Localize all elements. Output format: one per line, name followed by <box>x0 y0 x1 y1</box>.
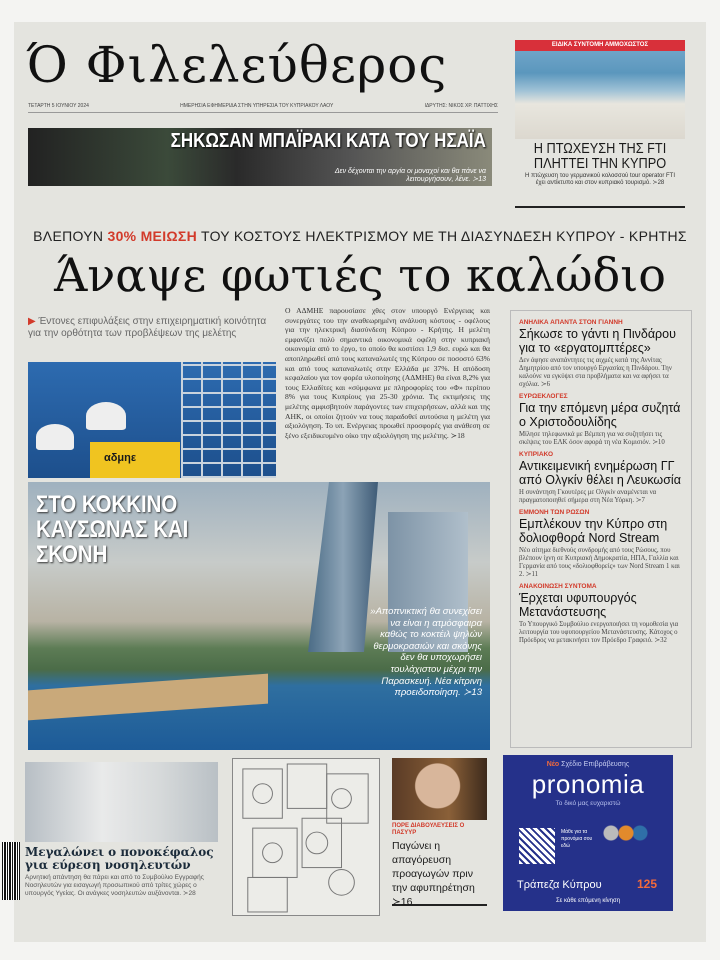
item-text: Το Υπουργικό Συμβούλιο ενεργοποιήσει τη νομοθεσία για λειτουργία του υφυπουργείου Μετανάστευσης. Κάτοχος ο Πρόεδρος να μετακινήσει τον Πρόεδρο Γραφειό. ≻32 <box>519 621 679 644</box>
nurses-text: Αρνητική απάντηση θα πάρει και από το Συμβούλιο Εγγραφής Νοσηλευτών για εισαγωγή προσωπικού από τρίτες χώρες ο υπουργός Υγείας. Οι ανάγκες νοσηλευτών αυξάνονται. ≻28 <box>25 874 204 897</box>
item-kicker: ΕΜΜΟΝΗ ΤΩΝ ΡΩΣΩΝ <box>519 509 590 516</box>
heatwave-photo[interactable] <box>28 482 490 750</box>
lead-standfirst <box>28 316 276 340</box>
lead-body: Ο ΑΔΜΗΕ παρουσίασε χθες στον υπουργό Ενέργειας και συνεργάτες του την αναθεωρημένη ανάλυση κόστους - οφέλους για την ηλεκτρική διασύνδεση Κύπρου - Κρήτης. Η μελέτη εμφανίζει πολύ σημαντικά οικονομικά οφέλη στην κυπριακή οικονομία από το έργο, το οποίο θα κοστίσει 1,9 δισ. ευρώ και θα αποπληρωθεί από τους καταναλωτές της Κύπρου σε ποσοστό 63% και από τους καταναλωτές στην Ελλάδα με 37%. Η απόδοση κεφαλαίου για τον φορέα υλοποίησης (ΑΔΜΗΕ) θα είναι 8,2% για τους Ελλαδίτες και «σύμφωνα με πληροφορίες του «Φ» περίπου 8% για τους Κυπρίους για 25-30 χρόνια. Τις εκτιμήσεις της μελέτης αμφισβητούν παράγοντες των επιχειρήσεων, αλλά και της ΑΗΚ, οι οποίοι ζητούν να τους παραδοθεί αυτούσια η μελέτη για αξιολόγηση. Το υπ. Ενέργειας προωθεί προσφορές για ανάθεση σε ξένο εξειδικευμένο οίκο την αξιολόγηση της μελέτης. ≻18 <box>285 306 490 440</box>
vest-logo: αδμηε <box>90 442 180 478</box>
item-headline: Σήκωσε το γάντι η Πινδάρου για το «εργατομπτέρες» <box>519 327 676 355</box>
cards-icon <box>601 825 651 841</box>
sidebar-item[interactable] <box>519 451 683 505</box>
date-strip <box>28 103 498 113</box>
ad-brand: pronomia <box>531 769 645 799</box>
item-kicker: ΑΝΑΚΟΙΝΩΣΗ ΣΥΝΤΟΜΑ <box>519 583 597 590</box>
sidebar-item[interactable] <box>519 583 683 645</box>
barcode-icon <box>2 842 20 900</box>
sidebar-item[interactable] <box>519 319 683 389</box>
pylon <box>181 362 276 478</box>
ad-top-text: Σχέδιο Επιβράβευσης <box>561 761 630 768</box>
politician-photo <box>392 758 487 820</box>
founder: ΙΔΡΥΤΗΣ: ΝΙΚΟΣ ΧΡ. ΠΑΤΤΙΧΗΣ <box>424 103 498 109</box>
promo-text: Η πτώχευση του γερμανικού κολοσσού tour operator FTI έχει αντίκτυπο και στον κυπριακό τουρισμό. ≻28 <box>525 173 675 186</box>
beach <box>28 674 268 721</box>
promo-label: ΕΙΔΙΚΑ ΣΥΝΤΟΜΗ ΑΜΜΟΧΩΣΤΟΣ <box>515 40 685 51</box>
sidebar-item[interactable] <box>519 509 683 579</box>
pronomia-ad[interactable] <box>503 755 673 911</box>
item-kicker: ΑΝΗΛΙΚΑ ΑΠΑΝΤΑ ΣΤΟΝ ΓΙΑΝΝΗ <box>519 319 623 326</box>
monks-banner[interactable] <box>28 128 492 186</box>
ad-anniversary: 125 <box>636 877 657 891</box>
ad-top-new: Νέο <box>546 761 560 768</box>
pastyr-headline: Παγώνει η απαγόρευση προαγωγών πριν την αφυπηρέτηση ≻16 <box>392 840 475 908</box>
lead-kicker <box>28 228 692 244</box>
item-text: Η συνάντηση Γκουτέρες με Ολγκίν αναμένεται να πραγματοποιηθεί σήμερα στη Νέα Υόρκη. ≻7 <box>519 489 657 504</box>
item-headline: Για την επόμενη μέρα συζητά ο Χριστοδουλίδης <box>519 401 681 429</box>
beach-photo <box>515 51 685 139</box>
triangle-bullet-icon: ▶ <box>28 316 39 327</box>
sidebar-item[interactable] <box>519 393 683 447</box>
nurses-story[interactable] <box>25 762 218 910</box>
helmet <box>86 402 126 430</box>
heatwave-headline: ΣΤΟ ΚΟΚΚΙΝΟ ΚΑΥΣΩΝΑΣ ΚΑΙ ΣΚΟΝΗ <box>36 491 189 568</box>
item-headline: Εμπλέκουν την Κύπρο στη δολιοφθορά Nord Stream <box>519 517 668 545</box>
ad-footer: Σε κάθε επόμενη κίνηση <box>555 898 621 904</box>
nurses-headline: Μεγαλώνει ο πονοκέφαλος για εύρεση νοσηλευτών <box>25 845 214 872</box>
banner-text: Δεν δέχονται την αργία οι μοναχοί και θα πάνε να λειτουργήσουν, λένε. ≻13 <box>334 168 486 183</box>
sidebar-news <box>510 310 692 748</box>
pastyr-kicker: ΠΟΡΕ ΔΙΑΒΟΥΛΕΥΣΕΙΣ Ο ΠΑΣΥΥΡ <box>392 823 465 836</box>
item-kicker: ΚΥΠΡΙΑΚΟ <box>519 451 554 458</box>
heatwave-quote: »Αποπνικτική θα συνεχίσει να είναι η ατμόσφαιρα καθώς το κοκτέιλ ψηλών θερμοκρασιών και σκόνης δεν θα υποχωρήσει τουλάχιστον μέχρι την Παρασκευή. Νέα κίτρινη προειδοποίηση. ≻13 <box>370 606 482 699</box>
pastyr-story[interactable] <box>392 758 487 906</box>
kicker-post: ΤΟΥ ΚΟΣΤΟΥΣ ΗΛΕΚΤΡΙΣΜΟΥ ΜΕ ΤΗ ΔΙΑΣΥΝΔΕΣΗ ΚΥΠΡΟΥ - ΚΡΗΤΗΣ <box>200 228 687 244</box>
item-text: Μίλησε τηλεφωνικά με Βέμπεη για να συζητήσει τις σκέψεις του ΕΛΚ όσον αφορά τη νέα Κομισιόν. ≻10 <box>519 431 665 446</box>
banner-headline: ΣΗΚΩΣΑΝ ΜΠΑΪΡΑΚΙ ΚΑΤΑ ΤΟΥ ΗΣΑΪΑ <box>170 130 486 152</box>
promo-headline: Η ΠΤΩΧΕΥΣΗ ΤΗΣ FTI ΠΛΗΤΤΕΙ ΤΗΝ ΚΥΠΡΟ <box>533 140 667 172</box>
fti-promo[interactable] <box>515 40 685 208</box>
item-text: Νέο αίτημα διεθνούς συνδρομής από τους Ρώσους, που βλέπουν ίχνη σε Κυπριακή Δημοκρατία, ΗΠΑ, Γαλλία και Γερμανία από τους «δολιοφθορείς» των Nord Stream 1 και 2. ≻11 <box>519 547 680 578</box>
kicker-pre: ΒΛΕΠΟΥΝ <box>33 228 104 244</box>
standfirst-text: Έντονες επιφυλάξεις στην επιχειρηματική κοινότητα για την ορθότητα των προβλέψεων της μελέτης <box>28 316 267 339</box>
masthead-title: Ό Φιλελεύθερος <box>26 36 448 94</box>
ad-top <box>509 761 667 768</box>
editorial-cartoon <box>232 758 380 916</box>
nurses-photo <box>25 762 218 842</box>
ad-bank: Τράπεζα Κύπρου <box>517 879 602 891</box>
qr-code-icon <box>519 828 555 864</box>
item-text: Δεν άφησε αναπάντητες τις αιχμές κατά της Αννίτας Δημητρίου από τον υπουργό Εργασίας η Πινδάρου. Την καλούνε να εγκύψει στα προβλήματα και να αφήσει τα σχόλια. ≻6 <box>519 357 672 388</box>
tagline: ΗΜΕΡΗΣΙΑ ΕΦΗΜΕΡΙΔΑ ΣΤΗΝ ΥΠΗΡΕΣΙΑ ΤΟΥ ΚΥΠΡΙΑΚΟΥ ΛΑΟΥ <box>180 103 334 109</box>
kicker-highlight: 30% ΜΕΙΩΣΗ <box>107 228 198 244</box>
ad-sub: Το δικό μας ευχαριστώ <box>555 800 621 807</box>
helmet <box>36 424 74 450</box>
ad-scan: Μάθε για τα προνόμια σου εδώ <box>561 829 593 849</box>
item-headline: Έρχεται υφυπουργός Μετανάστευσης <box>519 591 637 619</box>
item-kicker: ΕΥΡΩΕΚΛΟΓΕΣ <box>519 393 568 400</box>
cable-workers-photo <box>28 362 276 478</box>
issue-date: ΤΕΤΑΡΤΗ 5 ΙΟΥΝΙΟΥ 2024 <box>28 103 89 109</box>
cartoon-drawing <box>233 759 379 915</box>
lead-headline[interactable]: Άναψε φωτιές το καλώδιο <box>54 248 666 302</box>
item-headline: Αντικειμενική ενημέρωση ΓΓ από Ολγκίν θέλει η Λευκωσία <box>519 459 681 487</box>
